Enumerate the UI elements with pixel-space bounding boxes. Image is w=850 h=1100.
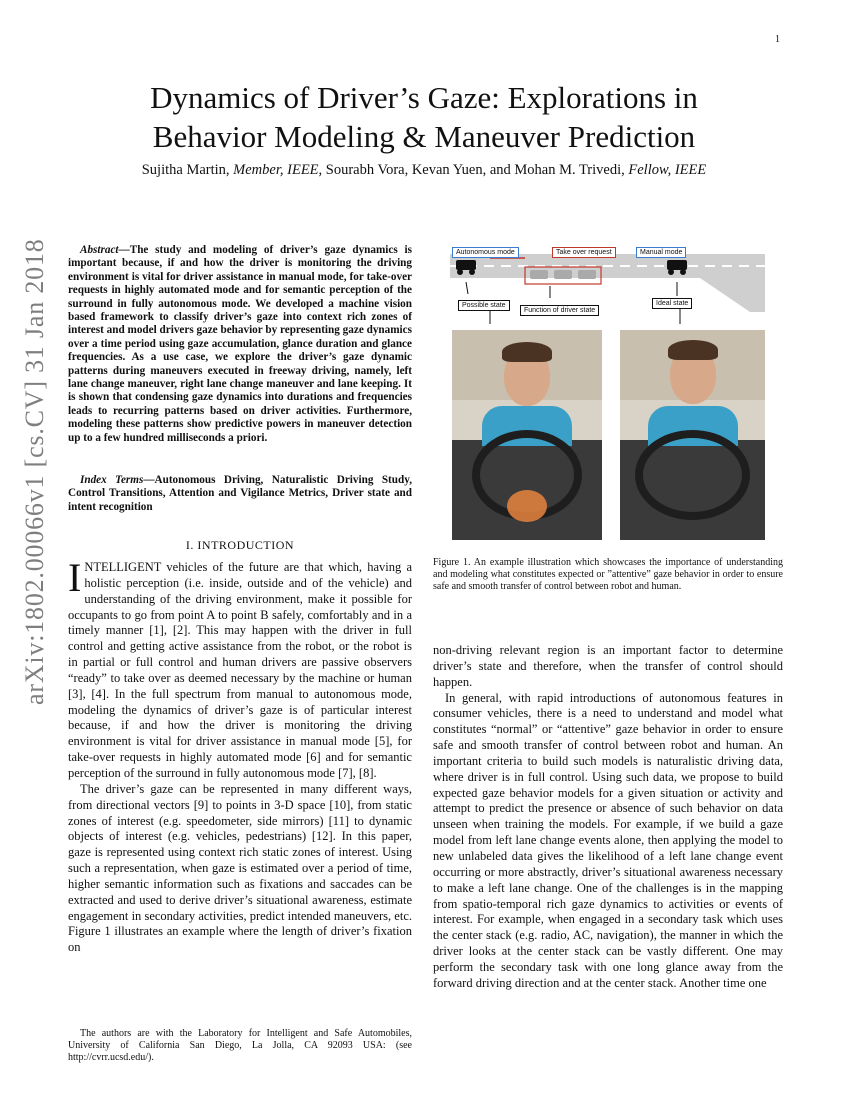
- drop-cap: I: [68, 555, 82, 600]
- label-ideal-state: Ideal state: [652, 298, 692, 309]
- paper-title: [68, 78, 780, 156]
- index-terms: [68, 474, 412, 514]
- abstract-label: Abstract: [80, 244, 119, 256]
- footnote: The authors are with the Laboratory for Intelligent and Safe Automobiles, University of California San Diego, La Jolla, CA 92093 USA: (see http://cvrr.ucsd.edu/).: [68, 1028, 412, 1063]
- index-terms-text: —Autonomous Driving, Naturalistic Driving Study, Control Transitions, Attention and Vigilance Metrics, Driver state and intent recognition: [68, 474, 412, 513]
- label-take-over-request: Take over request: [552, 247, 616, 258]
- author-1-role: Member, IEEE,: [233, 162, 323, 178]
- other-authors: Sourabh Vora, Kevan Yuen, and Mohan M. Trivedi,: [322, 162, 629, 178]
- figure-1: [450, 242, 765, 547]
- driver-photo-attentive: [620, 330, 765, 540]
- label-autonomous-mode: Autonomous mode: [452, 247, 519, 258]
- abstract-text: —The study and modeling of driver’s gaze dynamics is important because, if and how the driver is monitoring the driving environment is vital for driver assistance in manual mode, for take-over requests in highly automated mode and for semantic perception of the surround in fully autonomous mode. We developed a machine vision based framework to classify driver’s gaze into context rich zones of interest and model drivers gaze behavior by representing gaze dynamics over a time period using gaze accumulation, glance duration and glance frequencies. As a use case, we explore the driver’s gaze dynamic patterns during maneuvers executed in freeway driving, namely, left lane change maneuver, right lane change maneuver and lane keeping. It is shown that condensing gaze dynamics into durations and frequencies leads to recurring patterns based on driver activities. Furthermore, modeling these patterns show predictive powers in maneuver detection up to a few hundred milliseconds a priori.: [68, 244, 412, 444]
- label-possible-state: Possible state: [458, 300, 510, 311]
- driver-photo-distracted: [452, 330, 602, 540]
- pointer-possible: [466, 282, 468, 294]
- road-exit: [700, 278, 765, 312]
- intro-paragraph-2: The driver’s gaze can be represented in many different ways, from directional vectors [9] to points in 3-D space [10], from static zones of interest (e.g. speedometer, side mirrors) [11] to dynamic objects of interest (e.g. vehicles, pedestrians) [12]. In this paper, gaze is represented using context rich static zones of interest. Using such a representation, when gaze is estimated over a period of time, higher semantic information such as fixations and saccades can be extracted and used to derive driver’s situational awareness, estimate engagement in secondary activities, predict intended maneuvers, etc. Figure 1 illustrates an example where the length of driver’s fixation on: [68, 781, 412, 955]
- label-function-driver-state: Function of driver state: [520, 305, 599, 316]
- abstract: [68, 244, 412, 445]
- arxiv-stamp: arXiv:1802.00066v1 [cs.CV] 31 Jan 2018: [20, 238, 49, 705]
- index-terms-label: Index Terms: [80, 474, 144, 486]
- intro-paragraph-1: [68, 555, 412, 782]
- car-transition: [530, 270, 596, 279]
- author-1: Sujitha Martin,: [141, 162, 234, 178]
- title-line-1: Dynamics of Driver’s Gaze: Explorations in: [150, 80, 698, 115]
- right-paragraph-1: non-driving relevant region is an important factor to determine driver’s state and therefore, when the transfer of control should happen.: [433, 643, 783, 689]
- last-author-role: Fellow, IEEE: [628, 162, 707, 178]
- section-heading: I. INTRODUCTION: [185, 538, 295, 552]
- title-line-2: Behavior Modeling & Maneuver Prediction: [152, 119, 696, 154]
- right-column-body: [433, 643, 783, 992]
- introduction-body: [68, 555, 412, 956]
- label-manual-mode: Manual mode: [636, 247, 686, 258]
- right-paragraph-2: In general, with rapid introductions of autonomous features in consumer vehicles, there is a need to understand and model what constitutes “normal” or “attentive” gaze behavior in order to ensure safe and smooth transfer of control between robot and human. An important criteria to build such models is naturalistic driving data, where driver is in full control. Using such data, we propose to build expected gaze behavior models for a given situation or activity and attempt to predict the presence or absence of such behavior on data unseen when training the models. For example, if we build a gaze model from left lane change events alone, then applying the model to new unlabeled data gives the likelihood of a left lane change event occurring or more abstractly, driver’s situational awareness necessary to make a left lane change. One of the challenges is in the mapping from spatio-temporal rich gaze dynamics to activities or events of interest. For example, when engaged in a secondary task which uses the center stack (e.g. radio, AC, navigation), the manner in which the driver looks at the center stack can be vastly different. One may perform the secondary task with one long glance away from the forward driving direction and at the center stack. Another time one: [433, 690, 783, 990]
- page-number: 1: [775, 34, 780, 45]
- figure-caption: Figure 1. An example illustration which showcases the importance of understanding and modeling what constitutes expected or ”attentive” gaze behavior in order to ensure safe and smooth transfer of control between robot and human.: [433, 557, 783, 592]
- author-list: [68, 162, 780, 179]
- intro-paragraph-1-text: NTELLIGENT vehicles of the future are that which, having a holistic perception (i.e. inside, outside and of the vehicle) and understanding of the driving environment, make it possible for occupants to go from point A to point B safely, comfortably and in a timely manner [1], [2]. This may happen with the driver in full control and getting active assistance from the robot, or the robot is in partial or full control and human drivers are passive observers “ready” to take over as deemed necessary by the machine or human [3], [4]. In the full spectrum from manual to autonomous mode, modeling the dynamics of driver’s gaze is of particular interest because, if and how the driver is monitoring the driving environment is vital for driver assistance in manual mode [5], for take-over requests in highly automated mode [6] and for semantic perception of the surround in fully autonomous mode [7], [8].: [68, 560, 412, 780]
